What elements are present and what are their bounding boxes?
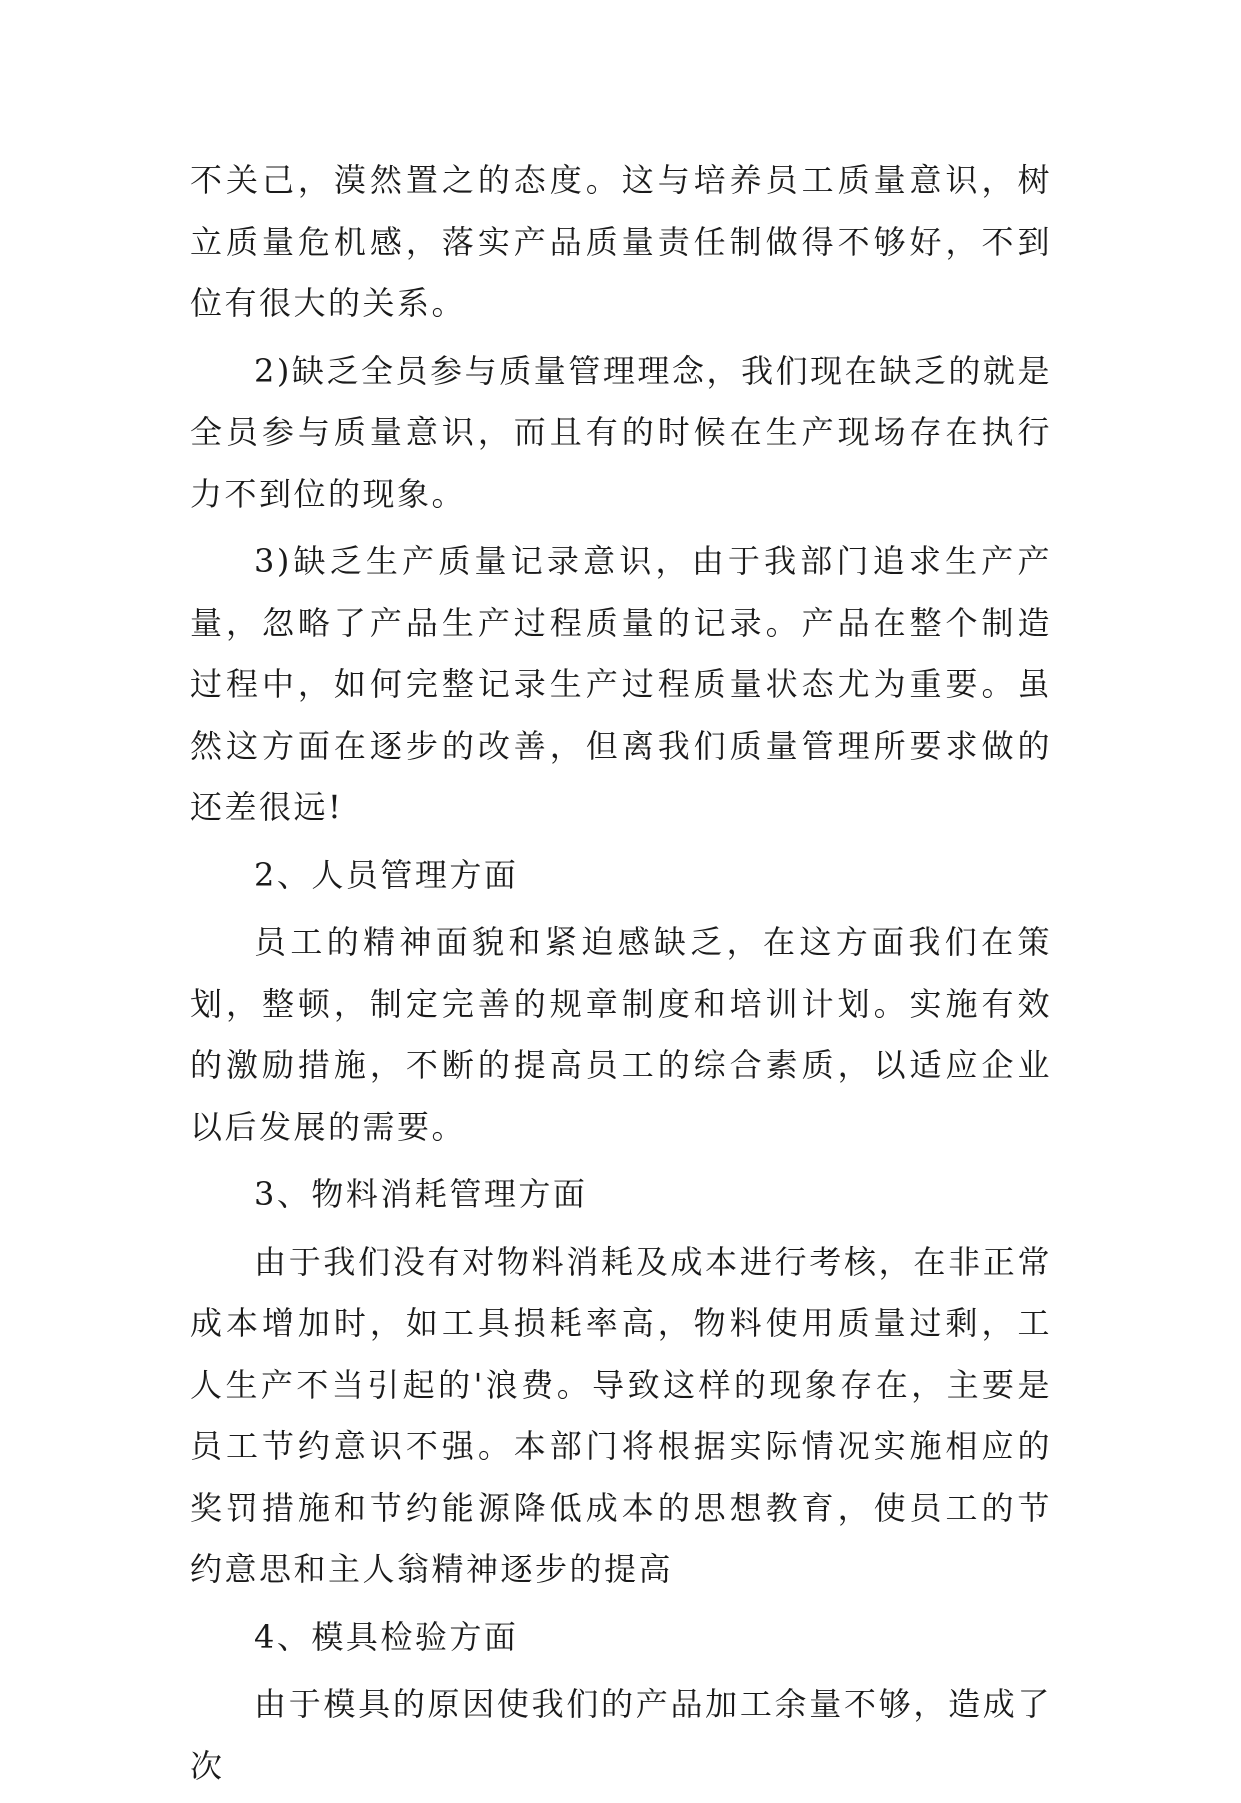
paragraph-personnel: 员工的精神面貌和紧迫感缺乏，在这方面我们在策划，整顿，制定完善的规章制度和培训计划。实施有效的激励措施，不断的提高员工的综合素质，以适应企业以后发展的需要。	[190, 923, 1052, 1146]
section-heading-personnel: 2、人员管理方面	[254, 855, 519, 894]
paragraph-quality-attitude: 不关己，漠然置之的态度。这与培养员工质量意识，树立质量危机感，落实产品质量责任制做得不够好，不到位有很大的关系。	[190, 161, 1052, 322]
section-heading-materials: 3、物料消耗管理方面	[254, 1175, 588, 1213]
paragraph-full-participation: 2)缺乏全员参与质量管理理念，我们现在缺乏的就是全员参与质量意识，而且有的时候在生产现场存在执行力不到位的现象。	[190, 351, 1052, 513]
section-heading-molds: 4、模具检验方面	[254, 1617, 519, 1656]
document-body	[190, 150, 1052, 1803]
paragraph-materials: 由于我们没有对物料消耗及成本进行考核，在非正常成本增加时，如工具损耗率高，物料使用质量过剩，工人生产不当引起的'浪费。导致这样的现象存在，主要是员工节约意识不强。本部门将根据实际情况实施相应的奖罚措施和节约能源降低成本的思想教育，使员工的节约意思和主人翁精神逐步的提高	[190, 1242, 1052, 1588]
paragraph-quality-records: 3)缺乏生产质量记录意识，由于我部门追求生产产量，忽略了产品生产过程质量的记录。产品在整个制造过程中，如何完整记录生产过程质量状态尤为重要。虽然这方面在逐步的改善，但离我们质量管理所要求做的还差很远!	[190, 542, 1052, 826]
paragraph-molds: 由于模具的原因使我们的产品加工余量不够，造成了次	[190, 1685, 1052, 1785]
